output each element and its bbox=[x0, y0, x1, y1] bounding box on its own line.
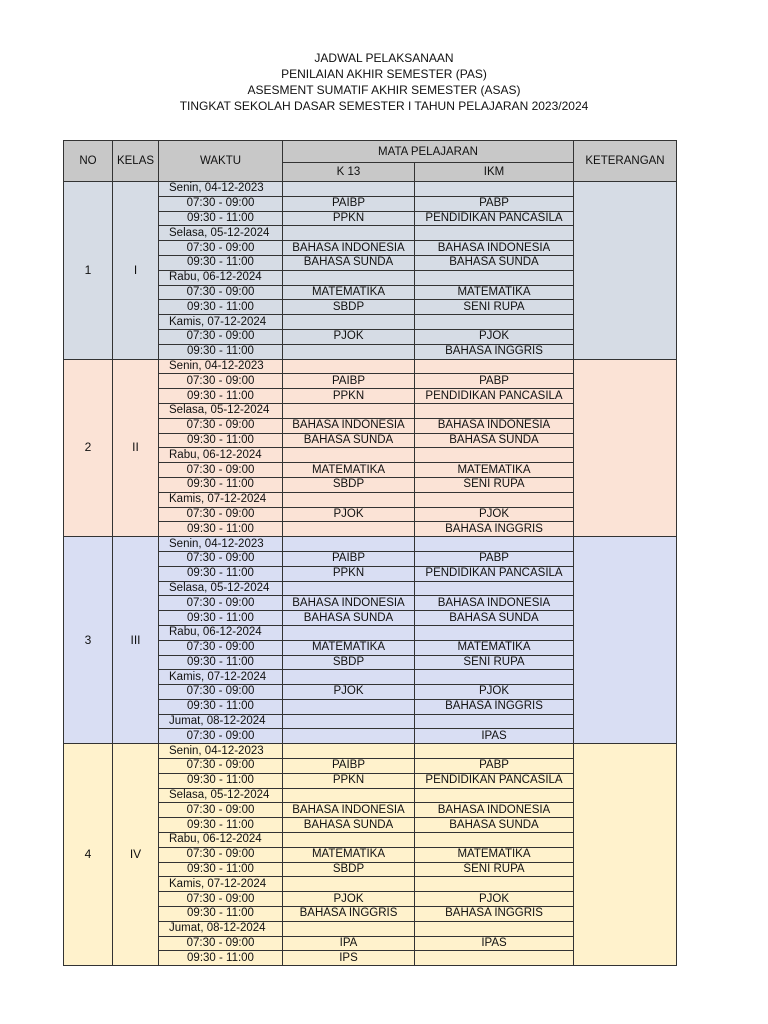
k13-cell bbox=[283, 714, 415, 729]
k13-cell bbox=[283, 670, 415, 685]
ikm-cell: SENI RUPA bbox=[415, 655, 574, 670]
k13-cell bbox=[283, 729, 415, 744]
k13-cell: PAIBP bbox=[283, 551, 415, 566]
row-kelas: III bbox=[113, 537, 159, 744]
header-keterangan: KETERANGAN bbox=[574, 141, 677, 182]
day-cell: Jumat, 08-12-2024 bbox=[159, 921, 283, 936]
time-cell: 09:30 - 11:00 bbox=[159, 907, 283, 922]
day-cell: Selasa, 05-12-2024 bbox=[159, 581, 283, 596]
k13-cell: MATEMATIKA bbox=[283, 640, 415, 655]
k13-cell: MATEMATIKA bbox=[283, 847, 415, 862]
k13-cell bbox=[283, 226, 415, 241]
time-cell: 09:30 - 11:00 bbox=[159, 773, 283, 788]
time-cell: 09:30 - 11:00 bbox=[159, 522, 283, 537]
k13-cell: PPKN bbox=[283, 773, 415, 788]
day-cell: Jumat, 08-12-2024 bbox=[159, 714, 283, 729]
title-line: JADWAL PELAKSANAAN bbox=[314, 51, 454, 65]
k13-cell: IPA bbox=[283, 936, 415, 951]
k13-cell bbox=[283, 182, 415, 197]
header-k13: K 13 bbox=[283, 163, 415, 182]
time-cell: 09:30 - 11:00 bbox=[159, 818, 283, 833]
time-cell: 09:30 - 11:00 bbox=[159, 611, 283, 626]
ikm-cell: PJOK bbox=[415, 892, 574, 907]
title-line: TINGKAT SEKOLAH DASAR SEMESTER I TAHUN PELAJARAN 2023/2024 bbox=[179, 99, 589, 113]
ikm-cell bbox=[415, 625, 574, 640]
time-cell: 09:30 - 11:00 bbox=[159, 477, 283, 492]
schedule-table bbox=[63, 140, 677, 966]
day-cell: Selasa, 05-12-2024 bbox=[159, 788, 283, 803]
keterangan-cell bbox=[574, 537, 677, 744]
k13-cell bbox=[283, 581, 415, 596]
document-title bbox=[0, 50, 768, 114]
ikm-cell: BAHASA SUNDA bbox=[415, 818, 574, 833]
ikm-cell: MATEMATIKA bbox=[415, 640, 574, 655]
k13-cell: PJOK bbox=[283, 685, 415, 700]
k13-cell: BAHASA INDONESIA bbox=[283, 803, 415, 818]
ikm-cell: SENI RUPA bbox=[415, 300, 574, 315]
time-cell: 07:30 - 09:00 bbox=[159, 759, 283, 774]
time-cell: 09:30 - 11:00 bbox=[159, 300, 283, 315]
k13-cell: SBDP bbox=[283, 655, 415, 670]
k13-cell bbox=[283, 833, 415, 848]
keterangan-cell bbox=[574, 182, 677, 360]
time-cell: 07:30 - 09:00 bbox=[159, 936, 283, 951]
time-cell: 07:30 - 09:00 bbox=[159, 892, 283, 907]
ikm-cell: BAHASA INDONESIA bbox=[415, 596, 574, 611]
ikm-cell: PJOK bbox=[415, 329, 574, 344]
time-cell: 07:30 - 09:00 bbox=[159, 847, 283, 862]
k13-cell: BAHASA SUNDA bbox=[283, 818, 415, 833]
header-kelas: KELAS bbox=[113, 141, 159, 182]
ikm-cell bbox=[415, 270, 574, 285]
k13-cell: MATEMATIKA bbox=[283, 285, 415, 300]
row-no: 4 bbox=[64, 744, 113, 966]
keterangan-cell bbox=[574, 359, 677, 537]
ikm-cell bbox=[415, 448, 574, 463]
ikm-cell bbox=[415, 877, 574, 892]
ikm-cell: MATEMATIKA bbox=[415, 463, 574, 478]
ikm-cell bbox=[415, 492, 574, 507]
ikm-cell: PABP bbox=[415, 551, 574, 566]
ikm-cell: BAHASA INGGRIS bbox=[415, 699, 574, 714]
ikm-cell: BAHASA SUNDA bbox=[415, 433, 574, 448]
k13-cell: SBDP bbox=[283, 300, 415, 315]
row-kelas: II bbox=[113, 359, 159, 537]
time-cell: 09:30 - 11:00 bbox=[159, 951, 283, 966]
k13-cell bbox=[283, 344, 415, 359]
ikm-cell bbox=[415, 788, 574, 803]
ikm-cell bbox=[415, 403, 574, 418]
time-cell: 07:30 - 09:00 bbox=[159, 285, 283, 300]
ikm-cell: BAHASA SUNDA bbox=[415, 611, 574, 626]
k13-cell bbox=[283, 448, 415, 463]
k13-cell bbox=[283, 625, 415, 640]
ikm-cell: PENDIDIKAN PANCASILA bbox=[415, 566, 574, 581]
ikm-cell bbox=[415, 921, 574, 936]
ikm-cell: BAHASA INGGRIS bbox=[415, 344, 574, 359]
k13-cell bbox=[283, 537, 415, 552]
ikm-cell: PENDIDIKAN PANCASILA bbox=[415, 389, 574, 404]
k13-cell: PAIBP bbox=[283, 196, 415, 211]
k13-cell: PJOK bbox=[283, 507, 415, 522]
time-cell: 07:30 - 09:00 bbox=[159, 596, 283, 611]
title-line: PENILAIAN AKHIR SEMESTER (PAS) bbox=[281, 67, 487, 81]
time-cell: 07:30 - 09:00 bbox=[159, 196, 283, 211]
header-ikm: IKM bbox=[415, 163, 574, 182]
k13-cell: PAIBP bbox=[283, 374, 415, 389]
row-no: 3 bbox=[64, 537, 113, 744]
ikm-cell bbox=[415, 833, 574, 848]
k13-cell: PPKN bbox=[283, 389, 415, 404]
ikm-cell: MATEMATIKA bbox=[415, 847, 574, 862]
ikm-cell bbox=[415, 951, 574, 966]
schedule-body bbox=[64, 182, 677, 966]
time-cell: 07:30 - 09:00 bbox=[159, 374, 283, 389]
ikm-cell: SENI RUPA bbox=[415, 477, 574, 492]
ikm-cell: BAHASA INGGRIS bbox=[415, 907, 574, 922]
k13-cell: IPS bbox=[283, 951, 415, 966]
k13-cell: PJOK bbox=[283, 329, 415, 344]
ikm-cell bbox=[415, 537, 574, 552]
header-waktu: WAKTU bbox=[159, 141, 283, 182]
day-cell: Senin, 04-12-2023 bbox=[159, 744, 283, 759]
time-cell: 09:30 - 11:00 bbox=[159, 862, 283, 877]
row-no: 1 bbox=[64, 182, 113, 360]
k13-cell: SBDP bbox=[283, 477, 415, 492]
table-row bbox=[64, 744, 677, 759]
day-cell: Kamis, 07-12-2024 bbox=[159, 877, 283, 892]
header-no: NO bbox=[64, 141, 113, 182]
ikm-cell bbox=[415, 714, 574, 729]
day-cell: Rabu, 06-12-2024 bbox=[159, 833, 283, 848]
k13-cell: PAIBP bbox=[283, 759, 415, 774]
row-kelas: IV bbox=[113, 744, 159, 966]
ikm-cell bbox=[415, 670, 574, 685]
k13-cell: MATEMATIKA bbox=[283, 463, 415, 478]
day-cell: Rabu, 06-12-2024 bbox=[159, 625, 283, 640]
ikm-cell: SENI RUPA bbox=[415, 862, 574, 877]
k13-cell: BAHASA SUNDA bbox=[283, 255, 415, 270]
k13-cell: PPKN bbox=[283, 211, 415, 226]
time-cell: 09:30 - 11:00 bbox=[159, 433, 283, 448]
k13-cell: BAHASA SUNDA bbox=[283, 433, 415, 448]
table-row bbox=[64, 182, 677, 197]
ikm-cell: BAHASA SUNDA bbox=[415, 255, 574, 270]
title-line: ASESMENT SUMATIF AKHIR SEMESTER (ASAS) bbox=[247, 83, 521, 97]
ikm-cell bbox=[415, 359, 574, 374]
k13-cell: SBDP bbox=[283, 862, 415, 877]
k13-cell: BAHASA INDONESIA bbox=[283, 418, 415, 433]
time-cell: 09:30 - 11:00 bbox=[159, 389, 283, 404]
time-cell: 07:30 - 09:00 bbox=[159, 418, 283, 433]
k13-cell bbox=[283, 788, 415, 803]
ikm-cell: BAHASA INDONESIA bbox=[415, 803, 574, 818]
header-mata-pelajaran: MATA PELAJARAN bbox=[283, 141, 574, 163]
k13-cell bbox=[283, 699, 415, 714]
day-cell: Selasa, 05-12-2024 bbox=[159, 403, 283, 418]
ikm-cell: PENDIDIKAN PANCASILA bbox=[415, 211, 574, 226]
ikm-cell: PENDIDIKAN PANCASILA bbox=[415, 773, 574, 788]
ikm-cell: IPAS bbox=[415, 936, 574, 951]
row-no: 2 bbox=[64, 359, 113, 537]
k13-cell: BAHASA INDONESIA bbox=[283, 241, 415, 256]
time-cell: 09:30 - 11:00 bbox=[159, 699, 283, 714]
time-cell: 09:30 - 11:00 bbox=[159, 211, 283, 226]
ikm-cell bbox=[415, 226, 574, 241]
k13-cell: PJOK bbox=[283, 892, 415, 907]
k13-cell bbox=[283, 492, 415, 507]
ikm-cell: PABP bbox=[415, 196, 574, 211]
k13-cell bbox=[283, 744, 415, 759]
ikm-cell: BAHASA INDONESIA bbox=[415, 418, 574, 433]
k13-cell bbox=[283, 522, 415, 537]
day-cell: Senin, 04-12-2023 bbox=[159, 537, 283, 552]
time-cell: 07:30 - 09:00 bbox=[159, 329, 283, 344]
time-cell: 07:30 - 09:00 bbox=[159, 803, 283, 818]
ikm-cell bbox=[415, 315, 574, 330]
ikm-cell: BAHASA INDONESIA bbox=[415, 241, 574, 256]
time-cell: 07:30 - 09:00 bbox=[159, 241, 283, 256]
k13-cell bbox=[283, 315, 415, 330]
time-cell: 07:30 - 09:00 bbox=[159, 640, 283, 655]
time-cell: 09:30 - 11:00 bbox=[159, 566, 283, 581]
day-cell: Rabu, 06-12-2024 bbox=[159, 270, 283, 285]
ikm-cell: BAHASA INGGRIS bbox=[415, 522, 574, 537]
time-cell: 07:30 - 09:00 bbox=[159, 685, 283, 700]
k13-cell: BAHASA INDONESIA bbox=[283, 596, 415, 611]
ikm-cell bbox=[415, 744, 574, 759]
time-cell: 09:30 - 11:00 bbox=[159, 344, 283, 359]
day-cell: Rabu, 06-12-2024 bbox=[159, 448, 283, 463]
row-kelas: I bbox=[113, 182, 159, 360]
k13-cell bbox=[283, 359, 415, 374]
time-cell: 09:30 - 11:00 bbox=[159, 255, 283, 270]
k13-cell: BAHASA INGGRIS bbox=[283, 907, 415, 922]
ikm-cell: PJOK bbox=[415, 507, 574, 522]
table-row bbox=[64, 359, 677, 374]
k13-cell bbox=[283, 921, 415, 936]
day-cell: Kamis, 07-12-2024 bbox=[159, 492, 283, 507]
day-cell: Senin, 04-12-2023 bbox=[159, 182, 283, 197]
k13-cell: BAHASA SUNDA bbox=[283, 611, 415, 626]
ikm-cell bbox=[415, 581, 574, 596]
time-cell: 09:30 - 11:00 bbox=[159, 655, 283, 670]
ikm-cell: PABP bbox=[415, 374, 574, 389]
ikm-cell: PJOK bbox=[415, 685, 574, 700]
table-row bbox=[64, 537, 677, 552]
time-cell: 07:30 - 09:00 bbox=[159, 463, 283, 478]
ikm-cell: IPAS bbox=[415, 729, 574, 744]
day-cell: Kamis, 07-12-2024 bbox=[159, 670, 283, 685]
ikm-cell: PABP bbox=[415, 759, 574, 774]
ikm-cell bbox=[415, 182, 574, 197]
time-cell: 07:30 - 09:00 bbox=[159, 507, 283, 522]
k13-cell bbox=[283, 270, 415, 285]
ikm-cell: MATEMATIKA bbox=[415, 285, 574, 300]
time-cell: 07:30 - 09:00 bbox=[159, 551, 283, 566]
day-cell: Selasa, 05-12-2024 bbox=[159, 226, 283, 241]
keterangan-cell bbox=[574, 744, 677, 966]
time-cell: 07:30 - 09:00 bbox=[159, 729, 283, 744]
day-cell: Senin, 04-12-2023 bbox=[159, 359, 283, 374]
k13-cell bbox=[283, 877, 415, 892]
day-cell: Kamis, 07-12-2024 bbox=[159, 315, 283, 330]
k13-cell: PPKN bbox=[283, 566, 415, 581]
k13-cell bbox=[283, 403, 415, 418]
